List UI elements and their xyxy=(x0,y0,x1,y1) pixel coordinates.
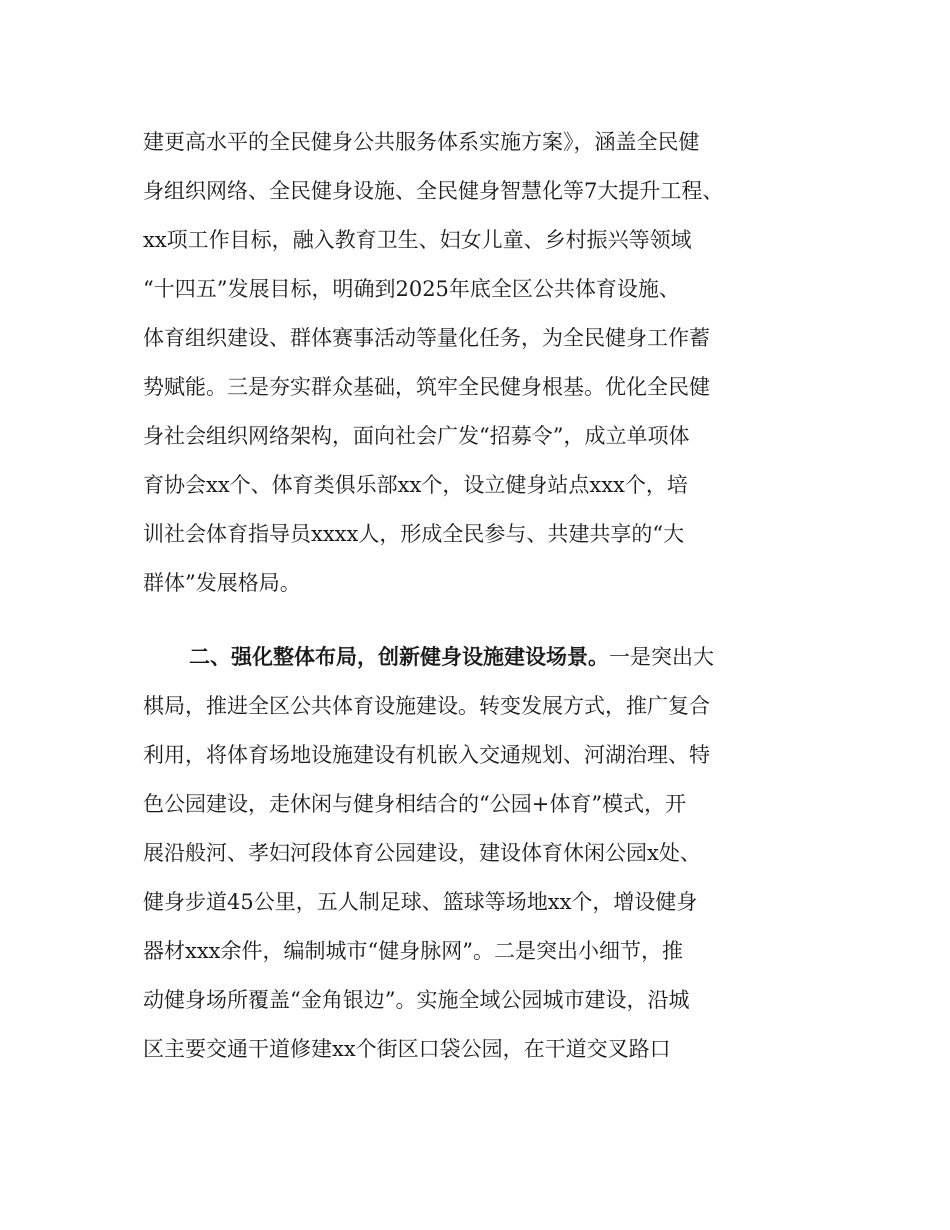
paragraph-2 xyxy=(143,633,843,1074)
paragraph-line: 训社会体育指导员xxxx人，形成全民参与、共建共享的“大 xyxy=(143,522,685,546)
paragraph-line: 色公园建设，走休闲与健身相结合的“公园+体育”模式，开 xyxy=(143,792,687,816)
paragraph-line: 身组织网络、全民健身设施、全民健身智慧化等7大提升工程、 xyxy=(143,179,724,203)
section-heading: 二、强化整体布局，创新健身设施建设场景。 xyxy=(189,645,609,669)
paragraph-line: 身社会组织网络架构，面向社会广发“招募令”，成立单项体 xyxy=(143,424,690,448)
paragraph-line: xx项工作目标，融入教育卫生、妇女儿童、乡村振兴等领域 xyxy=(143,228,692,252)
paragraph-line: 健身步道45公里，五人制足球、篮球等场地xx个，增设健身 xyxy=(143,890,698,914)
paragraph-line: 建更高水平的全民健身公共服务体系实施方案》，涵盖全民健 xyxy=(143,130,700,154)
paragraph-line: 势赋能。三是夯实群众基础，筑牢全民健身根基。优化全民健 xyxy=(143,375,710,399)
paragraph-line: “十四五”发展目标，明确到2025年底全区公共体育设施、 xyxy=(143,277,680,301)
paragraph-first-line xyxy=(143,633,843,682)
paragraph-line: 体育组织建设、群体赛事活动等量化任务，为全民健身工作蓄 xyxy=(143,326,710,350)
paragraph-line: 育协会xx个、体育类俱乐部xx个，设立健身站点xxx个，培 xyxy=(143,473,688,497)
paragraph-line: 区主要交通干道修建xx个街区口袋公园，在干道交叉路口 xyxy=(143,1037,671,1061)
paragraph-line: 器材xxx余件，编制城市“健身脉网”。二是突出小细节，推 xyxy=(143,939,683,963)
paragraph-line-rest: 一是突出大 xyxy=(609,645,714,669)
paragraph-line: 展沿般河、孝妇河段体育公园建设，建设体育休闲公园x处、 xyxy=(143,841,701,865)
paragraph-1 xyxy=(143,118,843,608)
paragraph-line: 棋局，推进全区公共体育设施建设。转变发展方式，推广复合 xyxy=(143,694,710,718)
paragraph-line: 利用，将体育场地设施建设有机嵌入交通规划、河湖治理、特 xyxy=(143,743,710,767)
paragraph-line: 群体”发展格局。 xyxy=(143,571,301,595)
paragraph-line: 动健身场所覆盖“金角银边”。实施全域公园城市建设，沿城 xyxy=(143,988,690,1012)
